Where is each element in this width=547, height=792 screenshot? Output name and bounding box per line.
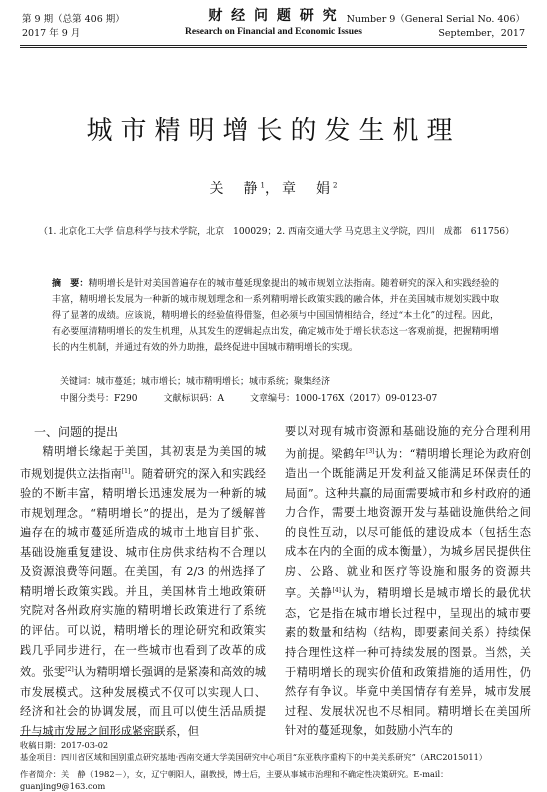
affiliation: （1. 北京化工大学 信息科学与技术学院，北京 100029；2. 西南交通大学 马克思主义学院，四川 成都 611756） xyxy=(38,227,515,237)
citation-ref[interactable]: [1] xyxy=(121,467,131,475)
article-number: 文章编号：1000-176X（2017）09-0123-07 xyxy=(249,394,438,404)
article-meta xyxy=(60,391,507,407)
author-name: 章 娟 xyxy=(282,181,333,197)
journal-name-en: Research on Financial and Economic Issues xyxy=(185,27,362,37)
abstract-text: 精明增长是针对美国普遍存在的城市蔓延现象提出的城市规划立法指南。随着研究的深入和实践经验的丰富，精明增长发展为一种新的城市规划理念和一系列精明增长政策实践的融合体，并在美国城市规划实践中取得了显著的成绩。应该说，精明增长的经验值得借鉴，但必须与中国国情相结合，经过“本土化”的过程。因此，有必要厘清精明增长的发生机理，从其发生的逻辑起点出发，确定城市处于增长状态这一客观前提，把握精明增长的内生机制，并通过有效的外力助推，最终促进中国城市精明增长的实现。 xyxy=(52,279,499,353)
journal-name-cn: 财 经 问 题 研 究 xyxy=(208,8,339,24)
header-rule-thin xyxy=(20,47,527,48)
paper-title: 城市精明增长的发生机理 xyxy=(86,116,461,146)
citation-ref[interactable]: [2] xyxy=(65,666,74,674)
citation-ref[interactable]: [3] xyxy=(365,447,375,455)
abstract-label: 摘 要： xyxy=(52,279,89,289)
issue-info-en xyxy=(347,13,525,41)
footnote-rule xyxy=(20,735,160,736)
author-line xyxy=(0,178,547,198)
author-name: 关 静 xyxy=(209,181,261,197)
keywords xyxy=(60,374,507,390)
body-text: 精明增长缘起于美国，其初衷是为美国的城市规划提供立法指南 xyxy=(20,445,266,481)
citation-ref[interactable]: [4] xyxy=(332,587,341,595)
body-text: 认为，精明增长是城市增长的最优状态，它是指在城市增长过程中，呈现出的城市要素的数量和结构（结构，即要素间关系）持续保持合理性这样一种可持续发展的图景。当然，关于精明增长的现实价值和政策措施的适用性，仍然存有争议。毕竟中美国情存有差异，城市发展过程、发展状况也不尽相同。精明增长在美国所针对的蔓延现象，如鼓励小汽车的 xyxy=(285,587,531,738)
footnote-author: 作者简介：关 静（1982－），女，辽宁朝阳人，副教授，博士后，主要从事城市治理和不确定性决策研究。E-mail：guanjing9@163.com xyxy=(20,769,449,791)
author-affil-mark: 1 xyxy=(260,181,265,190)
abstract xyxy=(52,276,499,356)
body-text: 。随着研究的深入和实践经验的不断丰富，精明增长迅速发展为一种新的城市规划理念。“精明增长”的提出，是为了缓解普遍存在的城市蔓延所造成的城市土地盲目扩张、基础设施重复建设、城市住房供求结构不合理以及资源浪费等问题。在美国，有 2/3 的州选择了精明增长政策实践。并且，美国林肯土地政策研究院对各州政府实施的精明增长政策进行了系统的评估。可以说，精明增长的理论研究和政策实践几乎同步进行，在一些城市也看到了改革的成效。张雯 xyxy=(20,467,266,679)
body-paragraph xyxy=(285,422,531,741)
header-rule xyxy=(20,45,527,46)
clc-number: 中图分类号：F290 xyxy=(60,394,138,404)
body-text: 要以对现有城市资源和基础设施的充分合理利用为前提。梁鹤年 xyxy=(285,425,531,461)
keywords-text: 城市蔓延；城市增长；城市精明增长；城市系统；聚集经济 xyxy=(96,377,331,387)
document-code: 文献标识码：A xyxy=(163,394,224,404)
issue-date-en: September，2017 xyxy=(438,28,525,39)
body-text: 认为：“精明增长理论为政府创造出一个既能满足开发利益又能满足环保责任的局面”。这种共赢的局面需要城市和乡村政府的通力合作，需要土地资源开发与基础设施供给之间的良性互动，以尽可能低的建设成本（包括生态成本在内的全面的成本衡量），为城乡居民提供住房、公路、就业和医疗等设施和服务的资源共享。关静 xyxy=(285,447,531,601)
body-paragraph xyxy=(20,442,266,741)
issue-number-en: Number 9（General Serial No. 406） xyxy=(346,14,525,25)
body-column-right xyxy=(285,422,531,741)
footnote-fund: 基金项目：四川省区域和国别重点研究基地·西南交通大学美国研究中心项目“东亚秩序重构下的中美关系研究”（ARC2015011） xyxy=(20,752,487,762)
author-separator: ， xyxy=(265,181,282,197)
issue-number: 第 9 期（总第 406 期） xyxy=(22,14,125,25)
keywords-label: 关键词： xyxy=(60,377,97,387)
body-text: 认为精明增长强调的是紧凑和高效的城市发展模式。这种发展模式不仅可以实现人口、经济和社会的协调发展，而且可以使生活品质提升与城市发展之间形成紧密联系，但 xyxy=(20,666,266,738)
section-heading: 一、问题的提出 xyxy=(34,425,119,439)
body-column-left xyxy=(20,422,266,741)
footnote-received: 收稿日期：2017-03-02 xyxy=(20,740,109,750)
issue-date: 2017 年 9 月 xyxy=(22,28,81,39)
author-affil-mark: 2 xyxy=(333,181,338,190)
